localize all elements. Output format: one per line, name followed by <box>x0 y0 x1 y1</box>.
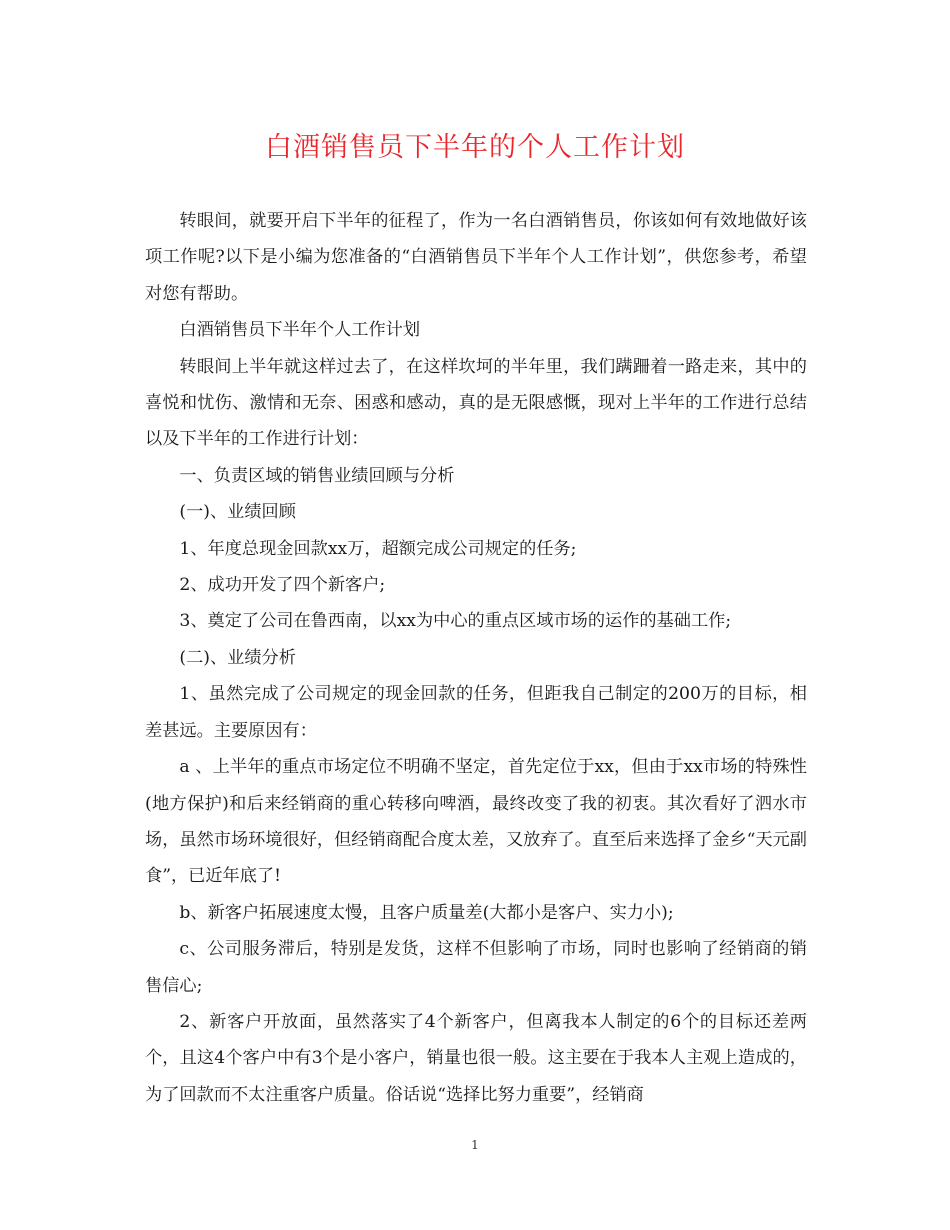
list-item: 2、新客户开放面，虽然落实了4个新客户，但离我本人制定的6个的目标还差两个，且这4个客户中有3个是小客户，销量也很一般。这主要在于我本人主观上造成的，为了回款而不太注重客户质量。俗话说“选择比努力重要”，经销商 <box>145 1011 807 1105</box>
paragraph: 转眼间上半年就这样过去了，在这样坎坷的半年里，我们蹒跚着一路走来，其中的喜悦和忧伤、激情和无奈、困惑和感动，真的是无限感慨，现对上半年的工作进行总结以及下半年的工作进行计划： <box>145 356 807 450</box>
list-item: 2、成功开发了四个新客户; <box>179 575 386 596</box>
list-item: 1、年度总现金回款xx万，超额完成公司规定的任务; <box>179 538 577 559</box>
section-heading: 一、负责区域的销售业绩回顾与分析 <box>179 465 455 486</box>
paragraph: 白酒销售员下半年个人工作计划 <box>179 320 421 341</box>
subsection-heading: (二)、业绩分析 <box>179 647 296 668</box>
document-body <box>145 203 807 1113</box>
list-item: c、公司服务滞后，特别是发货，这样不但影响了市场，同时也影响了经销商的销售信心; <box>145 939 807 996</box>
list-item: 1、虽然完成了公司规定的现金回款的任务，但距我自己制定的200万的目标，相差甚远。主要原因有： <box>145 684 807 741</box>
subsection-heading: (一)、业绩回顾 <box>179 502 296 523</box>
document-title: 白酒销售员下半年的个人工作计划 <box>265 132 685 163</box>
page-number: 1 <box>471 1138 479 1152</box>
list-item: a 、上半年的重点市场定位不明确不坚定，首先定位于xx，但由于xx市场的特殊性(地方保护)和后来经销商的重心转移向啤酒，最终改变了我的初衷。其次看好了泗水市场，虽然市场环境很好，但经销商配合度太差，又放弃了。直至后来选择了金乡“天元副食”，已近年底了! <box>145 757 807 887</box>
list-item: 3、奠定了公司在鲁西南，以xx为中心的重点区域市场的运作的基础工作; <box>179 611 732 632</box>
list-item: b、新客户拓展速度太慢，且客户质量差(大都小是客户、实力小); <box>179 902 674 923</box>
paragraph: 转眼间，就要开启下半年的征程了，作为一名白酒销售员，你该如何有效地做好该项工作呢?以下是小编为您准备的“白酒销售员下半年个人工作计划”，供您参考，希望对您有帮助。 <box>145 211 807 304</box>
